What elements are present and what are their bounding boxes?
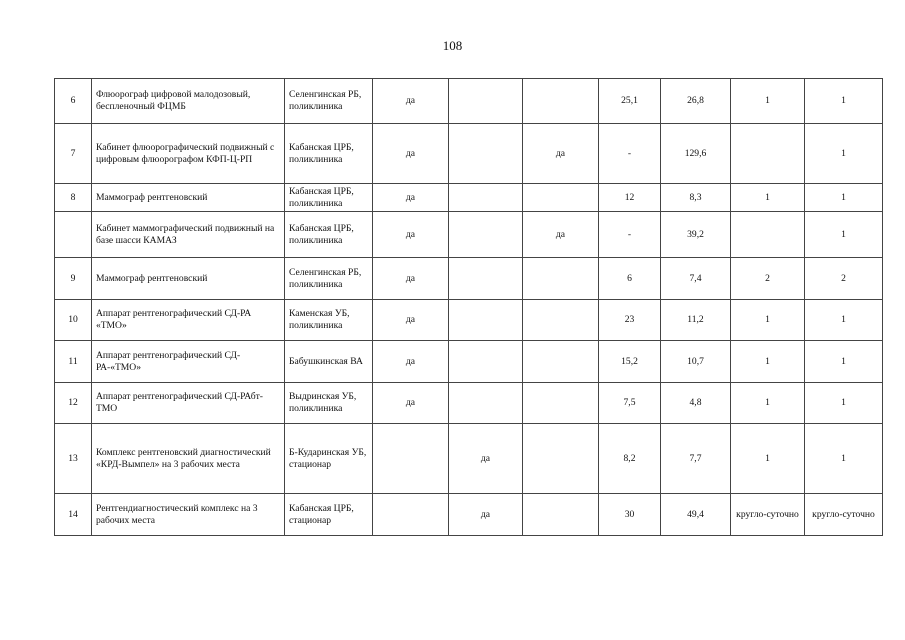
table-row: [55, 383, 883, 424]
location: Кабанская ЦРБ, поликлиника: [285, 212, 373, 258]
cell-col-7: 12: [599, 184, 661, 212]
cell-col-5: [449, 258, 523, 300]
cell-col-9: 1: [731, 300, 805, 341]
cell-col-5: [449, 341, 523, 383]
location: Селенгинская РБ, поликлиника: [285, 258, 373, 300]
cell-col-9: 1: [731, 383, 805, 424]
cell-col-9: 1: [731, 424, 805, 494]
cell-col-10: 1: [805, 124, 883, 184]
row-number: 8: [55, 184, 92, 212]
table-row: [55, 124, 883, 184]
cell-col-6: [523, 79, 599, 124]
cell-col-7: 23: [599, 300, 661, 341]
cell-col-8: 129,6: [661, 124, 731, 184]
cell-col-6: да: [523, 124, 599, 184]
table-row: [55, 424, 883, 494]
cell-col-6: [523, 341, 599, 383]
cell-col-9: 1: [731, 184, 805, 212]
location: Кабанская ЦРБ, поликлиника: [285, 184, 373, 212]
cell-col-5: [449, 79, 523, 124]
cell-col-8: 49,4: [661, 494, 731, 536]
cell-col-9: кругло-суточно: [731, 494, 805, 536]
equipment-name: Аппарат рентгенографический СД-РА-«ТМО»: [92, 341, 285, 383]
cell-col-8: 39,2: [661, 212, 731, 258]
equipment-name: Комплекс рентгеновский диагностический «КРД-Вымпел» на 3 рабочих места: [92, 424, 285, 494]
equipment-name: Маммограф рентгеновский: [92, 258, 285, 300]
cell-col-10: 2: [805, 258, 883, 300]
equipment-name: Флюорограф цифровой малодозовый, беспленочный ФЦМБ: [92, 79, 285, 124]
cell-col-4: да: [373, 258, 449, 300]
row-number: 14: [55, 494, 92, 536]
cell-col-7: 6: [599, 258, 661, 300]
cell-col-8: 7,7: [661, 424, 731, 494]
cell-col-6: [523, 184, 599, 212]
cell-col-9: [731, 124, 805, 184]
table-row: [55, 212, 883, 258]
location: Кабанская ЦРБ, поликлиника: [285, 124, 373, 184]
cell-col-10: кругло-суточно: [805, 494, 883, 536]
cell-col-5: да: [449, 424, 523, 494]
cell-col-9: [731, 212, 805, 258]
cell-col-4: да: [373, 184, 449, 212]
cell-col-5: [449, 124, 523, 184]
cell-col-8: 26,8: [661, 79, 731, 124]
cell-col-7: 7,5: [599, 383, 661, 424]
location: Выдринская УБ, поликлиника: [285, 383, 373, 424]
row-number: 7: [55, 124, 92, 184]
cell-col-7: 8,2: [599, 424, 661, 494]
cell-col-4: [373, 494, 449, 536]
location: Кабанская ЦРБ, стационар: [285, 494, 373, 536]
cell-col-7: -: [599, 124, 661, 184]
row-number: 11: [55, 341, 92, 383]
cell-col-9: 2: [731, 258, 805, 300]
table-row: [55, 258, 883, 300]
cell-col-8: 4,8: [661, 383, 731, 424]
location: Селенгинская РБ, поликлиника: [285, 79, 373, 124]
cell-col-5: [449, 383, 523, 424]
cell-col-10: 1: [805, 79, 883, 124]
table-row: [55, 184, 883, 212]
table-row: [55, 341, 883, 383]
row-number: 6: [55, 79, 92, 124]
cell-col-7: -: [599, 212, 661, 258]
row-number: 10: [55, 300, 92, 341]
cell-col-5: да: [449, 494, 523, 536]
cell-col-6: [523, 424, 599, 494]
table-row: [55, 494, 883, 536]
cell-col-10: 1: [805, 212, 883, 258]
cell-col-4: да: [373, 300, 449, 341]
table-row: [55, 79, 883, 124]
cell-col-4: да: [373, 124, 449, 184]
equipment-table: [54, 78, 883, 536]
cell-col-10: 1: [805, 184, 883, 212]
cell-col-5: [449, 184, 523, 212]
location: Б-Кударинская УБ, стационар: [285, 424, 373, 494]
cell-col-5: [449, 300, 523, 341]
cell-col-6: [523, 258, 599, 300]
location: Каменская УБ, поликлиника: [285, 300, 373, 341]
cell-col-4: да: [373, 341, 449, 383]
table-row: [55, 300, 883, 341]
cell-col-6: да: [523, 212, 599, 258]
page-number: 108: [442, 38, 463, 53]
cell-col-8: 8,3: [661, 184, 731, 212]
cell-col-9: 1: [731, 79, 805, 124]
cell-col-4: [373, 424, 449, 494]
cell-col-4: да: [373, 383, 449, 424]
equipment-name: Кабинет флюорографический подвижный с цифровым флюорографом КФП-Ц-РП: [92, 124, 285, 184]
row-number: 13: [55, 424, 92, 494]
cell-col-8: 11,2: [661, 300, 731, 341]
cell-col-4: да: [373, 212, 449, 258]
cell-col-7: 25,1: [599, 79, 661, 124]
equipment-name: Маммограф рентгеновский: [92, 184, 285, 212]
cell-col-8: 10,7: [661, 341, 731, 383]
cell-col-6: [523, 383, 599, 424]
row-number: [55, 212, 92, 258]
cell-col-8: 7,4: [661, 258, 731, 300]
cell-col-5: [449, 212, 523, 258]
equipment-name: Аппарат рентгенографический СД-РАбт-ТМО: [92, 383, 285, 424]
cell-col-10: 1: [805, 300, 883, 341]
location: Бабушкинская ВА: [285, 341, 373, 383]
cell-col-6: [523, 494, 599, 536]
equipment-name: Кабинет маммографический подвижный на базе шасси КАМАЗ: [92, 212, 285, 258]
cell-col-10: 1: [805, 424, 883, 494]
equipment-name: Рентгендиагностический комплекс на 3 рабочих места: [92, 494, 285, 536]
cell-col-10: 1: [805, 341, 883, 383]
equipment-name: Аппарат рентгенографический СД-РА «ТМО»: [92, 300, 285, 341]
cell-col-4: да: [373, 79, 449, 124]
cell-col-9: 1: [731, 341, 805, 383]
cell-col-7: 30: [599, 494, 661, 536]
row-number: 9: [55, 258, 92, 300]
cell-col-7: 15,2: [599, 341, 661, 383]
row-number: 12: [55, 383, 92, 424]
cell-col-6: [523, 300, 599, 341]
cell-col-10: 1: [805, 383, 883, 424]
